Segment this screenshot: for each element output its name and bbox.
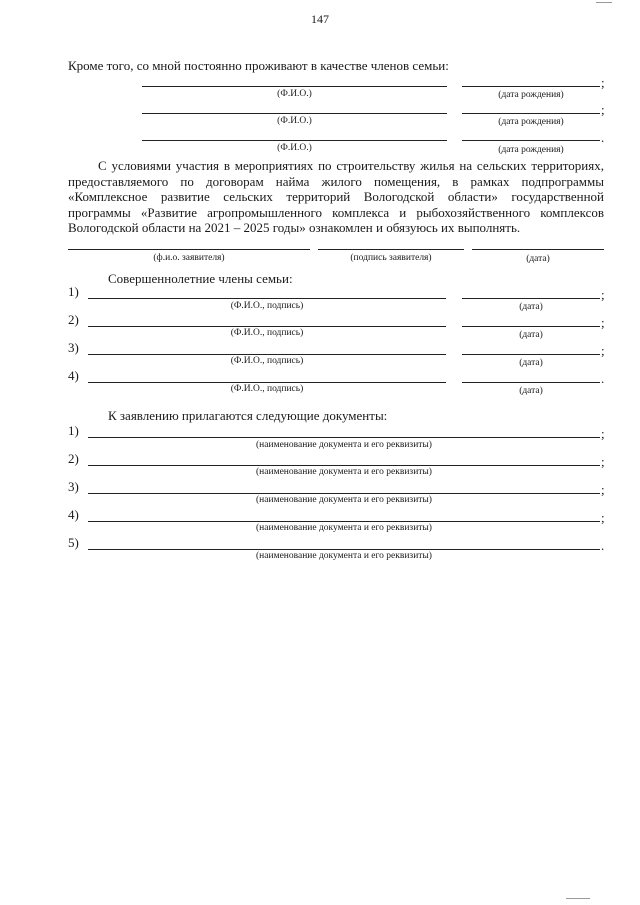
family-name-caption: (Ф.И.О.) bbox=[277, 143, 312, 153]
line-end-punctuation: . bbox=[601, 538, 605, 553]
family-name-caption: (Ф.И.О.) bbox=[277, 116, 312, 126]
row-number: 3) bbox=[68, 479, 79, 494]
family-name-line[interactable] bbox=[142, 113, 447, 114]
adult-date-line[interactable] bbox=[462, 298, 600, 299]
document-caption: (наименование документа и его реквизиты) bbox=[256, 495, 432, 505]
line-end-punctuation: ; bbox=[601, 287, 605, 302]
applicant-date-line[interactable] bbox=[472, 249, 604, 250]
row-number: 4) bbox=[68, 368, 79, 383]
family-date-line[interactable] bbox=[462, 140, 600, 141]
line-end-punctuation: . bbox=[601, 371, 605, 386]
adult-date-line[interactable] bbox=[462, 382, 600, 383]
adult-date-line[interactable] bbox=[462, 354, 600, 355]
adult-name-caption: (Ф.И.О., подпись) bbox=[230, 328, 304, 338]
adult-name-signature-line[interactable] bbox=[88, 326, 446, 327]
row-number: 2) bbox=[68, 312, 79, 327]
line-end-punctuation: . bbox=[601, 130, 605, 145]
adult-date-caption: (дата) bbox=[519, 330, 543, 340]
adult-date-caption: (дата) bbox=[519, 386, 543, 396]
documents-heading: К заявлению прилагаются следующие документы: bbox=[108, 408, 388, 423]
family-date-caption: (дата рождения) bbox=[498, 117, 564, 127]
document-line[interactable] bbox=[88, 437, 600, 438]
row-number: 3) bbox=[68, 340, 79, 355]
row-number: 2) bbox=[68, 451, 79, 466]
adult-name-signature-line[interactable] bbox=[88, 382, 446, 383]
applicant-date-caption: (дата) bbox=[526, 254, 550, 264]
document-caption: (наименование документа и его реквизиты) bbox=[256, 551, 432, 561]
row-number: 1) bbox=[68, 284, 79, 299]
family-name-line[interactable] bbox=[142, 86, 447, 87]
line-end-punctuation: ; bbox=[601, 75, 605, 90]
row-number: 4) bbox=[68, 507, 79, 522]
applicant-name-line[interactable] bbox=[68, 249, 310, 250]
applicant-signature-caption: (подпись заявителя) bbox=[350, 253, 432, 263]
adult-name-signature-line[interactable] bbox=[88, 354, 446, 355]
family-date-line[interactable] bbox=[462, 113, 600, 114]
family-date-line[interactable] bbox=[462, 86, 600, 87]
adult-name-signature-line[interactable] bbox=[88, 298, 446, 299]
adult-name-caption: (Ф.И.О., подпись) bbox=[230, 384, 304, 394]
adults-heading: Совершеннолетние члены семьи: bbox=[108, 271, 293, 286]
document-line[interactable] bbox=[88, 521, 600, 522]
conditions-paragraph: С условиями участия в мероприятиях по строительству жилья на сельских территориях, предоставляемого по договорам найма жилого помещения, в рамках подпрограммы «Комплексное развитие сельских территорий Вологодской области» государственной программы «Развитие агропромышленного комплекса и рыбохозяйственного комплексов Вологодской области на 2021 – 2025 годы» ознакомлен и обязуюсь их выполнять. bbox=[68, 158, 604, 235]
family-date-caption: (дата рождения) bbox=[498, 90, 564, 100]
document-caption: (наименование документа и его реквизиты) bbox=[256, 440, 432, 450]
document-line[interactable] bbox=[88, 549, 600, 550]
document-line[interactable] bbox=[88, 493, 600, 494]
row-number: 5) bbox=[68, 535, 79, 550]
adult-name-caption: (Ф.И.О., подпись) bbox=[230, 356, 304, 366]
line-end-punctuation: ; bbox=[601, 102, 605, 117]
scan-artifact-top bbox=[596, 2, 612, 3]
scan-artifact-bottom bbox=[566, 898, 590, 899]
adult-date-caption: (дата) bbox=[519, 302, 543, 312]
family-name-line[interactable] bbox=[142, 140, 447, 141]
family-intro-text: Кроме того, со мной постоянно проживают в качестве членов семьи: bbox=[68, 58, 449, 73]
line-end-punctuation: ; bbox=[601, 343, 605, 358]
document-caption: (наименование документа и его реквизиты) bbox=[256, 467, 432, 477]
row-number: 1) bbox=[68, 423, 79, 438]
adult-name-caption: (Ф.И.О., подпись) bbox=[230, 301, 304, 311]
document-caption: (наименование документа и его реквизиты) bbox=[256, 523, 432, 533]
applicant-name-caption: (ф.и.о. заявителя) bbox=[153, 253, 225, 263]
document-line[interactable] bbox=[88, 465, 600, 466]
family-date-caption: (дата рождения) bbox=[498, 145, 564, 155]
adult-date-line[interactable] bbox=[462, 326, 600, 327]
page-number: 147 bbox=[311, 12, 329, 26]
line-end-punctuation: ; bbox=[601, 510, 605, 525]
adult-date-caption: (дата) bbox=[519, 358, 543, 368]
line-end-punctuation: ; bbox=[601, 454, 605, 469]
line-end-punctuation: ; bbox=[601, 426, 605, 441]
applicant-signature-line[interactable] bbox=[318, 249, 464, 250]
line-end-punctuation: ; bbox=[601, 482, 605, 497]
family-name-caption: (Ф.И.О.) bbox=[277, 89, 312, 99]
line-end-punctuation: ; bbox=[601, 315, 605, 330]
